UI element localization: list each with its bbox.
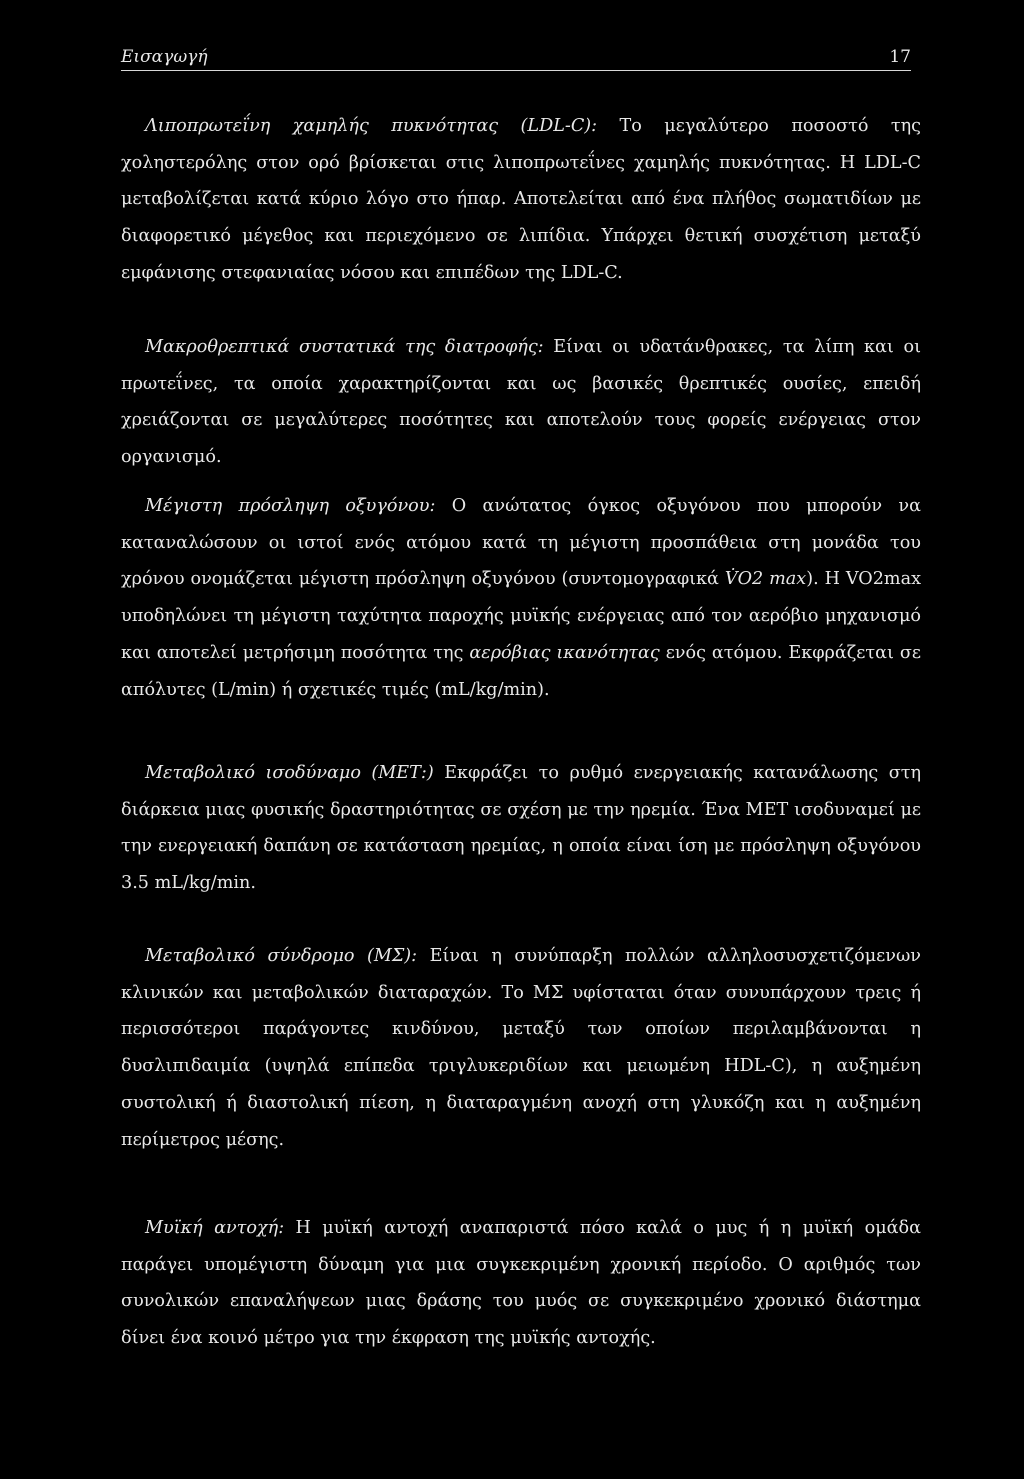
paragraph-macronutrients bbox=[121, 329, 921, 476]
running-header bbox=[121, 44, 911, 71]
definition-vo2max-part-3: ενός ατόμου. Εκφράζεται σε απόλυτες (L/min) ή σχετικές τιμές (mL/kg/min). bbox=[121, 642, 921, 700]
emphasis-aerobic-capacity: αερόβιας ικανότητας bbox=[469, 642, 660, 663]
term-met: Μεταβολικό ισοδύναμο (ΜΕΤ:) bbox=[145, 763, 434, 783]
term-muscular-endurance: Μυϊκή αντοχή: bbox=[145, 1218, 285, 1238]
definition-macronutrients: Είναι οι υδατάνθρακες, τα λίπη και οι πρωτεΐνες, τα οποία χαρακτηρίζονται και ως βασικές θρεπτικές ουσίες, επειδή χρειάζονται σε μεγαλύτερες ποσότητες και αποτελούν τους φορείς ενέργειας στον οργανισμό. bbox=[121, 337, 921, 468]
definition-met: Εκφράζει το ρυθμό ενεργειακής κατανάλωσης στη διάρκεια μιας φυσικής δραστηριότητας σε σχέση με την ηρεμία. Ένα ΜΕΤ ισοδυναμεί με την ενεργειακή δαπάνη σε κατάσταση ηρεμίας, η οποία είναι ίση με πρόσληψη οξυγόνου 3.5 mL/kg/min. bbox=[121, 763, 921, 894]
definition-metabolic-syndrome: Είναι η συνύπαρξη πολλών αλληλοσυσχετιζόμενων κλινικών και μεταβολικών διαταραχών. Το ΜΣ υφίσταται όταν συνυπάρχουν τρεις ή περισσότεροι παράγοντες κινδύνου, μεταξύ των οποίων περιλαμβάνονται η δυσλιπιδαιμία (υψηλά επίπεδα τριγλυκεριδίων και μειωμένη HDL-C), η αυξημένη συστολική ή διαστολική πίεση, η διαταραγμένη ανοχή στη γλυκόζη και η αυξημένη περίμετρος μέσης. bbox=[121, 946, 921, 1150]
vo2max-symbol: V̇O2 max bbox=[724, 569, 807, 590]
paragraph-ldl bbox=[121, 108, 921, 292]
paragraph-met bbox=[121, 755, 921, 902]
term-macronutrients: Μακροθρεπτικά συστατικά της διατροφής: bbox=[145, 337, 544, 357]
definition-muscular-endurance: Η μυϊκή αντοχή αναπαριστά πόσο καλά ο μυς ή η μυϊκή ομάδα παράγει υπομέγιστη δύναμη για μια συγκεκριμένη χρονική περίοδο. Ο αριθμός των συνολικών επαναλήψεων μιας δράσης του μυός σε συγκεκριμένο χρονικό διάστημα δίνει ένα κοινό μέτρο για την έκφραση της μυϊκής αντοχής. bbox=[121, 1218, 921, 1349]
header-section-title: Εισαγωγή bbox=[121, 47, 208, 67]
page-number: 17 bbox=[889, 47, 911, 67]
paragraph-vo2max bbox=[121, 488, 921, 708]
term-metabolic-syndrome: Μεταβολικό σύνδρομο (ΜΣ): bbox=[145, 946, 418, 966]
term-vo2max: Μέγιστη πρόσληψη οξυγόνου: bbox=[145, 496, 436, 516]
paragraph-muscular-endurance bbox=[121, 1210, 921, 1357]
paragraph-metabolic-syndrome bbox=[121, 938, 921, 1158]
definition-vo2max-part-2: ). Η VO2max υποδηλώνει τη μέγιστη ταχύτητα παροχής μυϊκής ενέργειας από τον αερόβιο μηχανισμό και αποτελεί μετρήσιμη ποσότητα της bbox=[121, 569, 921, 663]
term-ldl: Λιποπρωτεΐνη χαμηλής πυκνότητας (LDL-C): bbox=[145, 116, 598, 136]
definition-ldl: Το μεγαλύτερο ποσοστό της χοληστερόλης στον ορό βρίσκεται στις λιποπρωτεΐνες χαμηλής πυκνότητας. Η LDL-C μεταβολίζεται κατά κύριο λόγο στο ήπαρ. Αποτελείται από ένα πλήθος σωματιδίων με διαφορετικό μέγεθος και περιεχόμενο σε λιπίδια. Υπάρχει θετική συσχέτιση μεταξύ εμφάνισης στεφανιαίας νόσου και επιπέδων της LDL-C. bbox=[121, 116, 921, 283]
definition-vo2max-part-1: Ο ανώτατος όγκος οξυγόνου που μπορούν να καταναλώσουν οι ιστοί ενός ατόμου κατά τη μέγιστη προσπάθεια στη μονάδα του χρόνου ονομάζεται μέγιστη πρόσληψη οξυγόνου (συντομογραφικά bbox=[121, 496, 922, 590]
